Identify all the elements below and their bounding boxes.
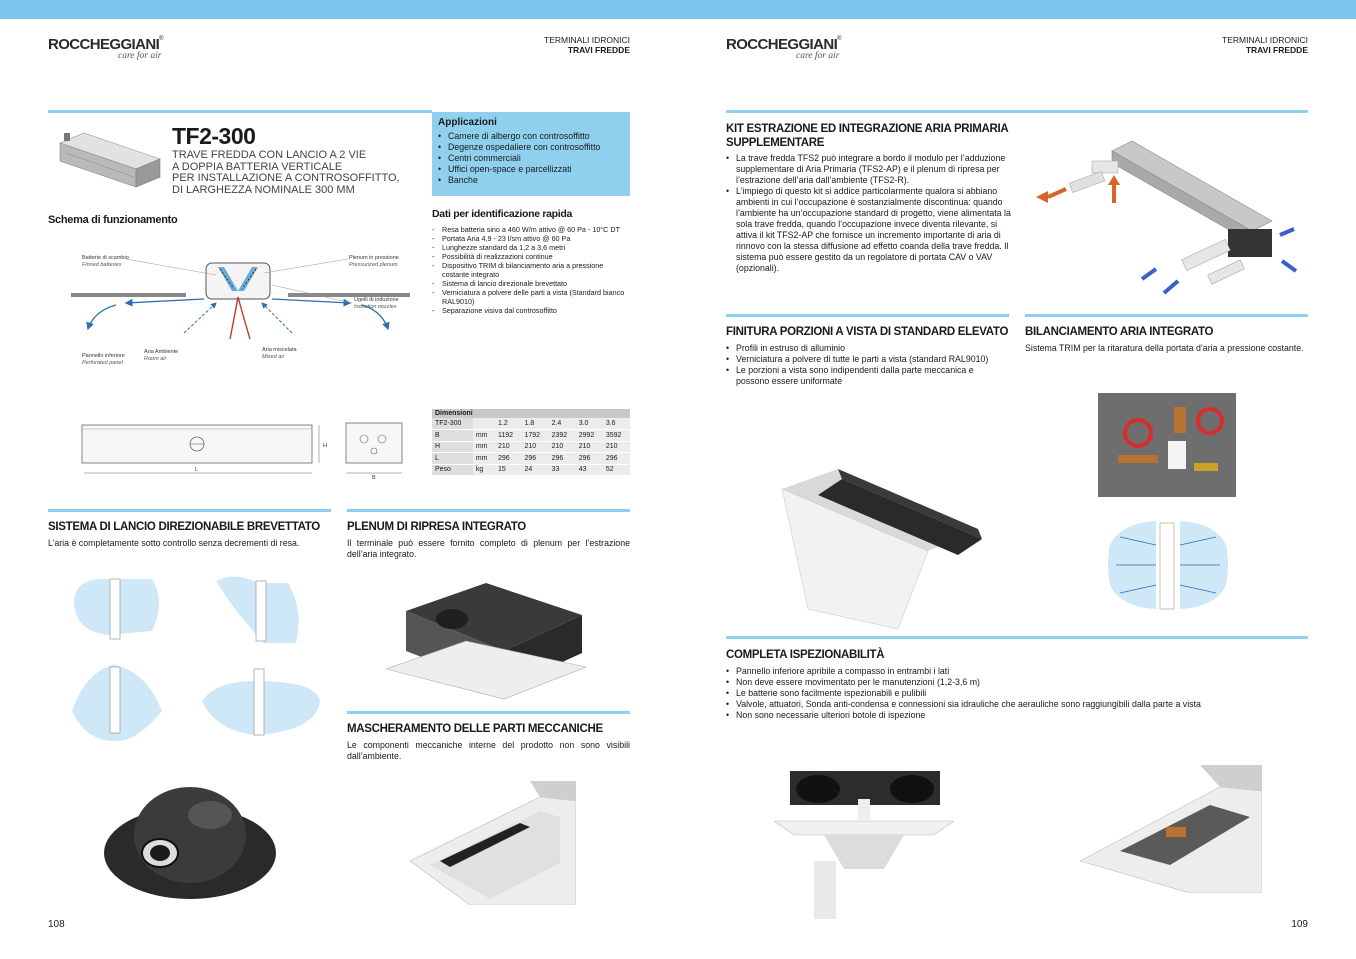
header-subcategory: TRAVI FREDDE <box>567 45 630 55</box>
product-image <box>56 127 162 189</box>
table-cell: Peso <box>432 464 473 476</box>
list-item: • Le porzioni a vista sono indipendenti dalla parte meccanica e possono essere uniformate <box>726 365 1009 387</box>
schema-label-panel: Pannello inferiore <box>82 353 125 359</box>
schema-label-coil-en: Finned batteries <box>82 262 122 268</box>
table-row <box>432 441 630 453</box>
table-cell: 2392 <box>549 430 576 442</box>
list-item: • Verniciatura a polvere di tutte le parti a vista (standard RAL9010) <box>726 354 1009 365</box>
page-header <box>1222 35 1308 55</box>
sistema-title: SISTEMA DI LANCIO DIREZIONABILE BREVETTATO <box>48 521 320 533</box>
list-item: - Lunghezze standard da 1,2 a 3,6 metri <box>432 243 632 252</box>
table-cell: 43 <box>576 464 603 476</box>
schema-title: Schema di funzionamento <box>48 214 178 226</box>
page-number: 108 <box>48 919 65 930</box>
table-header-row <box>432 418 630 430</box>
aluminium-profile-image <box>778 459 988 639</box>
brand-logo <box>726 36 842 61</box>
subtitle-line: A DOPPIA BATTERIA VERTICALE <box>172 160 343 173</box>
table-row <box>432 464 630 476</box>
table-cell: 15 <box>495 464 521 476</box>
brand-logo <box>48 36 164 61</box>
section-rule <box>48 509 331 512</box>
list-item: • Pannello inferiore apribile a compasso in entrambi i lati <box>726 666 1308 677</box>
quick-id-title: Dati per identificazione rapida <box>432 208 573 220</box>
list-item: • Non deve essere movimentato per le manutenzioni (1,2-3,6 m) <box>726 677 1308 688</box>
room-air-label <box>140 345 200 365</box>
table-cell: 33 <box>549 464 576 476</box>
table-cell: 1192 <box>495 430 521 442</box>
section-rule <box>726 110 1308 113</box>
subtitle-line: PER INSTALLAZIONE A CONTROSOFFITTO, <box>172 172 400 184</box>
table-cell: 296 <box>603 453 630 465</box>
subtitle-line: TRAVE FREDDA CON LANCIO A 2 VIE <box>172 149 367 161</box>
header-category: TERMINALI IDRONICI <box>544 35 630 45</box>
table-cell: 24 <box>521 464 548 476</box>
list-item: • Le batterie sono facilmente ispezionabili e pulibili <box>726 688 1308 699</box>
list-item: • Valvole, attuatori, Sonda anti-condensa e connessioni sia idrauliche che aerauliche sono raggiungibili dalla parte a vista <box>726 699 1308 710</box>
airflow-pattern <box>202 669 320 735</box>
header-category: TERMINALI IDRONICI <box>1222 35 1308 45</box>
list-item: • L’impiego di questo kit si addice particolarmente qualora si abbiano ambienti in cui l’occupazione è sostanzialmente discontinua: quando l’ambiente ha un’occupazione standard di progetto, viene alimentata la sola trave fredda, quando l’occupazione invece diventa rilevante, si attiva il kit TFS2-AP che fornisce un incremento importante di aria di rinnovo con la stessa diffusione ad effetto coanda della trave fredda. Il sistema può essere gestito da un regolatore di portata CAV o VAV (opzionali). <box>726 186 1018 274</box>
page-number: 109 <box>1291 919 1308 930</box>
section-rule <box>726 636 1308 639</box>
airflow-pattern <box>72 665 162 741</box>
schema-label-panel-en: Perforated panel <box>82 360 123 366</box>
section-rule <box>1025 314 1308 317</box>
section-rule <box>726 314 1009 317</box>
kit-extraction-image <box>1032 131 1316 301</box>
top-color-bar <box>0 0 1356 19</box>
schema-label-room-air-en: Room air <box>144 356 167 362</box>
header-subcategory: TRAVI FREDDE <box>1245 45 1308 55</box>
list-item: - Resa batteria sino a 460 W/m attivo @ 60 Pa - 10°C DT <box>432 225 632 234</box>
drawing-label-l: L <box>195 467 199 473</box>
knob-nozzle-image <box>100 775 280 905</box>
plenum-title: PLENUM DI RIPRESA INTEGRATO <box>347 521 526 533</box>
dimensions-table <box>432 409 630 476</box>
list-item: • Camere di albergo con controsoffitto <box>438 131 624 142</box>
subtitle-line: DI LARGHEZZA NOMINALE 300 MM <box>172 183 355 196</box>
brand-registered: ® <box>159 36 164 42</box>
table-cell: TF2-300 <box>432 418 473 430</box>
table-cell: 1.2 <box>495 418 521 430</box>
masking-title: MASCHERAMENTO DELLE PARTI MECCANICHE <box>347 723 603 735</box>
list-item: • Non sono necessarie ulteriori botole di ispezione <box>726 710 1308 721</box>
inspection-ceiling-image <box>1080 765 1262 893</box>
table-cell: 210 <box>495 441 521 453</box>
table-cell: L <box>432 453 473 465</box>
list-item: • La trave fredda TFS2 può integrare a bordo il modulo per l’adduzione supplementare di Aria Primaria (TFS2-AP) e il plenum di ripresa per l’estrazione dell’aria dall’ambiente (TFS2-R). <box>726 153 1018 186</box>
applications-title: Applicazioni <box>438 117 497 128</box>
page-left <box>0 19 678 959</box>
brand-name: ROCCHEGGIANI <box>726 36 838 53</box>
drawing-label-h: H <box>323 443 327 449</box>
table-cell: 210 <box>603 441 630 453</box>
trim-device-photo <box>1098 393 1236 497</box>
list-item: - Separazione visiva dal controsoffitto <box>432 306 632 315</box>
applications-list <box>438 131 624 186</box>
table-cell: 296 <box>521 453 548 465</box>
table-cell: H <box>432 441 473 453</box>
table-cell: 1792 <box>521 430 548 442</box>
table-cell: mm <box>473 453 495 465</box>
sistema-text: L’aria è completamente sotto controllo senza decrementi di resa. <box>48 538 300 548</box>
list-item: - Verniciatura a polvere delle parti a vista (Standard bianco RAL9010) <box>432 288 632 306</box>
table-cell <box>473 418 495 430</box>
list-item: • Uffici open-space e parcellizzati <box>438 164 624 175</box>
ispezione-title: COMPLETA ISPEZIONABILITÀ <box>726 649 885 661</box>
table-cell: kg <box>473 464 495 476</box>
schema-label-room-air: Aria Ambiente <box>144 349 179 355</box>
list-item: - Sistema di lancio direzionale brevettato <box>432 279 632 288</box>
bilanciamento-text: Sistema TRIM per la ritaratura della portata d’aria a pressione costante. <box>1025 343 1304 353</box>
open-panel-image <box>774 769 954 919</box>
table-cell: mm <box>473 441 495 453</box>
list-item: • Degenze ospedaliere con controsoffitto <box>438 142 624 153</box>
drawing-label-b: B <box>372 475 376 481</box>
table-cell: 296 <box>576 453 603 465</box>
finitura-list <box>726 343 1009 387</box>
table-cell: 210 <box>521 441 548 453</box>
ispezione-list <box>726 666 1308 721</box>
finitura-title: FINITURA PORZIONI A VISTA DI STANDARD ELEVATO <box>726 326 1009 338</box>
airflow-pattern <box>216 576 299 643</box>
table-cell: 210 <box>576 441 603 453</box>
list-item: • Centri commerciali <box>438 153 624 164</box>
product-code: TF2-300 <box>172 123 256 149</box>
table-row <box>432 430 630 442</box>
brand-registered: ® <box>837 36 842 42</box>
table-cell: 3.6 <box>603 418 630 430</box>
schema-label-coil: Batterie di scambio <box>82 255 129 261</box>
table-cell: 3.0 <box>576 418 603 430</box>
table-cell: 210 <box>549 441 576 453</box>
masking-ceiling-image <box>410 781 576 905</box>
product-subtitle <box>172 150 412 196</box>
page-right <box>678 19 1356 959</box>
plenum-text: Il terminale può essere fornito completo di plenum per l’estrazione dell’aria integrato. <box>347 538 630 559</box>
table-cell: 2.4 <box>549 418 576 430</box>
page-header <box>544 35 630 55</box>
list-item: - Dispositivo TRIM di bilanciamento aria a pressione costante integrato <box>432 261 632 279</box>
airflow-pattern <box>74 579 159 639</box>
schema-label-nozzles-en: Induction nozzles <box>354 304 397 310</box>
list-item: • Profili in estruso di alluminio <box>726 343 1009 354</box>
schema-label-mixed: Aria miscelata <box>262 347 297 353</box>
table-cell: 1.8 <box>521 418 548 430</box>
table-cell: 296 <box>549 453 576 465</box>
kit-list <box>726 153 1018 274</box>
applications-box <box>432 112 630 196</box>
schema-label-plenum-en: Pressurized plenum <box>349 262 398 268</box>
section-rule <box>347 711 630 714</box>
airflow-patterns-diagram <box>66 571 336 741</box>
table-cell: B <box>432 430 473 442</box>
plenum-image <box>386 571 586 701</box>
kit-title: KIT ESTRAZIONE ED INTEGRAZIONE ARIA PRIMARIA SUPPLEMENTARE <box>726 123 1008 149</box>
section-rule <box>347 509 630 512</box>
schema-label-nozzles: Ugelli di induzione <box>354 297 399 303</box>
bilanciamento-title: BILANCIAMENTO ARIA INTEGRATO <box>1025 326 1214 338</box>
list-item: - Portata Aria 4,9 - 23 l/sm attivo @ 60 Pa <box>432 234 632 243</box>
table-cell: 3592 <box>603 430 630 442</box>
trim-airflow-diagram <box>1106 515 1230 615</box>
schema-label-mixed-en: Mixed air <box>262 354 285 360</box>
table-cell: 2992 <box>576 430 603 442</box>
quick-id-list <box>432 225 632 315</box>
technical-drawing <box>74 417 414 481</box>
brand-tagline: care for air <box>118 51 162 61</box>
brand-tagline: care for air <box>796 51 840 61</box>
table-row <box>432 453 630 465</box>
dimensions-title: Dimensioni <box>432 409 630 418</box>
brand-name: ROCCHEGGIANI <box>48 36 160 53</box>
table-cell: mm <box>473 430 495 442</box>
list-item: - Possibilità di realizzazioni continue <box>432 252 632 261</box>
schema-label-plenum: Plenum in pressione <box>349 255 399 261</box>
masking-text: Le componenti meccaniche interne del prodotto non sono visibili dall’ambiente. <box>347 740 630 761</box>
list-item: • Banche <box>438 175 624 186</box>
operation-schema-diagram <box>66 229 416 369</box>
table-cell: 296 <box>495 453 521 465</box>
table-cell: 52 <box>603 464 630 476</box>
section-rule <box>48 110 432 113</box>
